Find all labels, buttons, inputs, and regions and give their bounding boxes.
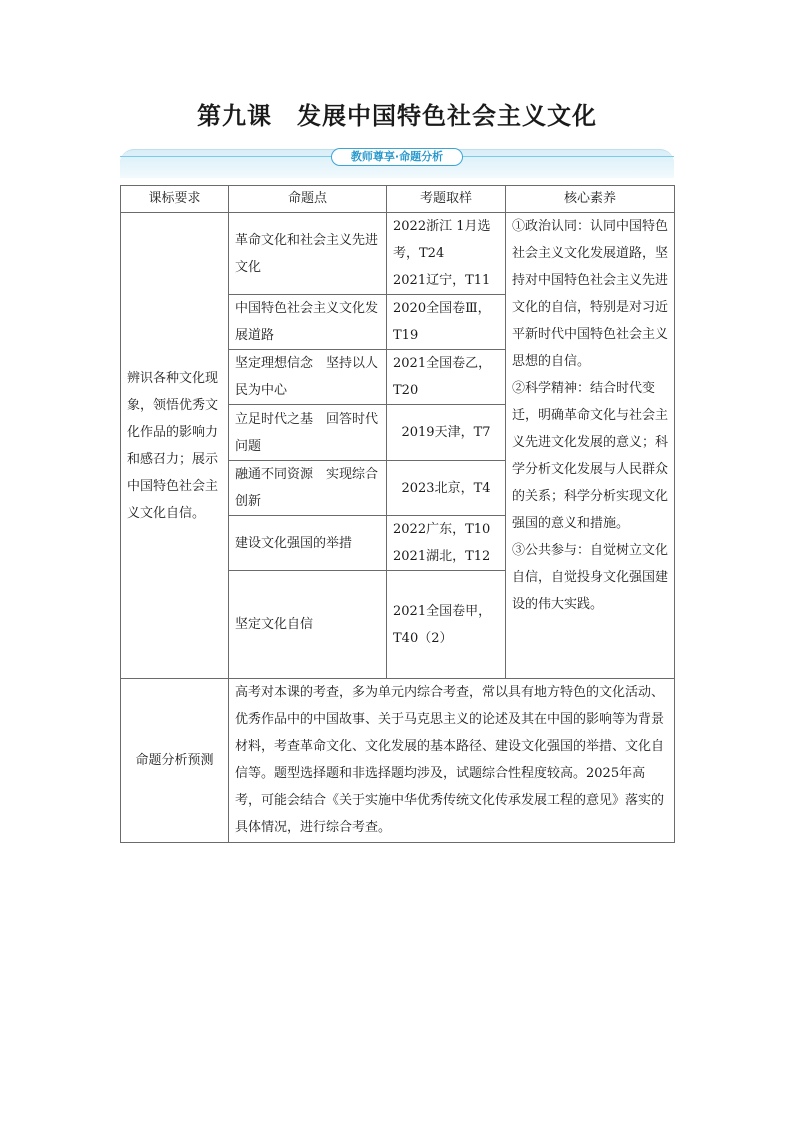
page-title: 第九课 发展中国特色社会主义文化	[197, 102, 597, 130]
point-cell: 革命文化和社会主义先进文化	[229, 213, 387, 295]
sample-cell: 2023北京，T4	[387, 461, 506, 516]
point-cell: 中国特色社会主义文化发展道路	[229, 295, 387, 350]
banner-tag: 教师尊享·命题分析	[331, 148, 463, 166]
sample-cell: 2021全国卷乙，T20	[387, 350, 506, 405]
point-cell: 坚定文化自信	[229, 571, 387, 679]
sample-cell: 2022广东，T10 2021湖北，T12	[387, 516, 506, 571]
course-table	[120, 185, 675, 843]
requirement-cell: 辨识各种文化现象，领悟优秀文化作品的影响力和感召力；展示中国特色社会主义文化自信。	[121, 213, 229, 679]
sample-cell: 2021全国卷甲，T40（2）	[387, 571, 506, 679]
point-cell: 坚定理想信念 坚持以人民为中心	[229, 350, 387, 405]
header-literacy: 核心素养	[506, 186, 675, 213]
analysis-label: 命题分析预测	[121, 679, 229, 843]
table-row	[121, 213, 675, 295]
sample-cell: 2022浙江 1月选考，T24 2021辽宁，T11	[387, 213, 506, 295]
sample-cell: 2020全国卷Ⅲ，T19	[387, 295, 506, 350]
sample-cell: 2019天津，T7	[387, 405, 506, 461]
analysis-text: 高考对本课的考查，多为单元内综合考查，常以具有地方特色的文化活动、优秀作品中的中国故事、关于马克思主义的论述及其在中国的影响等为背景材料，考查革命文化、文化发展的基本路径、建设文化强国的举措、文化自信等。题型选择题和非选择题均涉及，试题综合性程度较高。2025年高考，可能会结合《关于实施中华优秀传统文化传承发展工程的意见》落实的具体情况，进行综合考查。	[229, 679, 675, 843]
analysis-row	[121, 679, 675, 843]
header-sample: 考题取样	[387, 186, 506, 213]
point-cell: 融通不同资源 实现综合创新	[229, 461, 387, 516]
point-cell: 立足时代之基 回答时代问题	[229, 405, 387, 461]
literacy-cell: ①政治认同：认同中国特色社会主义文化发展道路，坚持对中国特色社会主义先进文化的自信，特别是对习近平新时代中国特色社会主义思想的自信。 ②科学精神：结合时代变迁，明确革命文化与社会主义先进文化发展的意义；科学分析文化发展与人民群众的关系；科学分析实现文化强国的意义和措施。 ③公共参与：自觉树立文化自信，自觉投身文化强国建设的伟大实践。	[506, 213, 675, 679]
table-header-row	[121, 186, 675, 213]
header-point: 命题点	[229, 186, 387, 213]
point-cell: 建设文化强国的举措	[229, 516, 387, 571]
header-requirement: 课标要求	[121, 186, 229, 213]
